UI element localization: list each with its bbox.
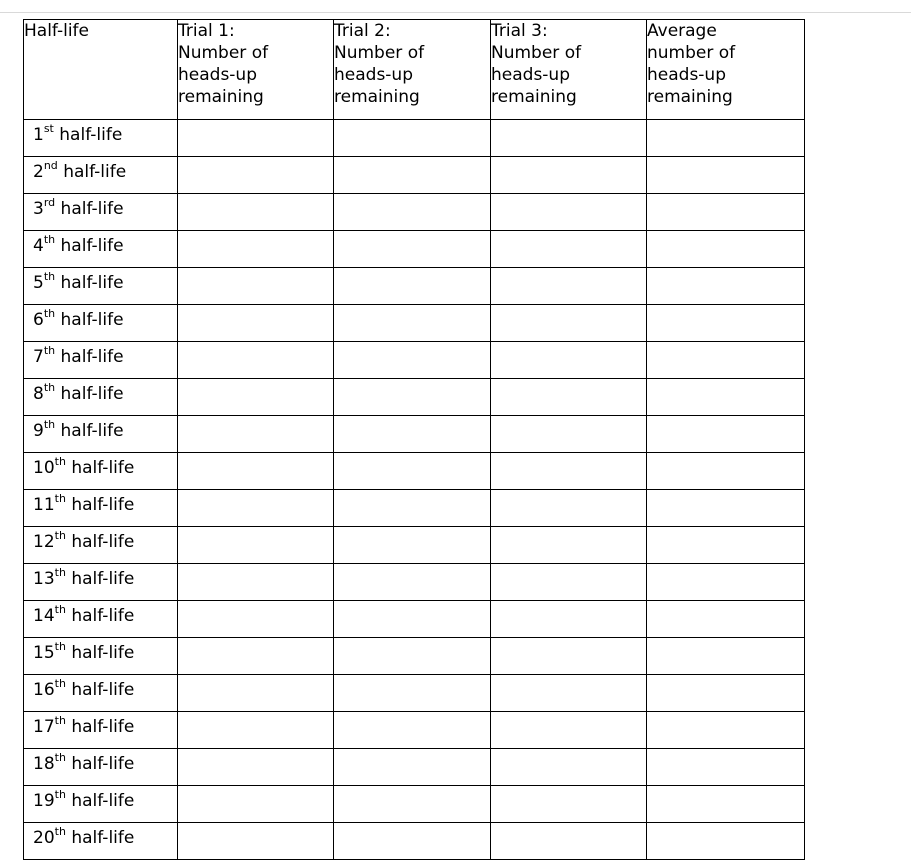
ordinal-number: 11 (33, 495, 55, 515)
trial-3-cell[interactable] (491, 453, 647, 490)
ordinal-suffix: th (54, 677, 66, 691)
average-cell[interactable] (647, 305, 805, 342)
trial-3-cell[interactable] (491, 712, 647, 749)
header-text-line: Trial 2: (334, 21, 391, 41)
ordinal-suffix: th (43, 344, 56, 358)
average-cell[interactable] (647, 342, 805, 379)
header-text-line: heads-up (491, 65, 570, 85)
header-text-line: number of (647, 43, 736, 63)
row-label-text: half-life (55, 347, 124, 367)
trial-2-cell[interactable] (334, 453, 491, 490)
ordinal-suffix: th (43, 418, 56, 432)
ordinal-suffix: th (43, 381, 56, 395)
header-text-line: heads-up (334, 65, 413, 85)
trial-1-cell[interactable] (178, 231, 334, 268)
ordinal-number: 2 (33, 162, 44, 182)
header-text-line: Number of (334, 43, 425, 63)
ordinal-number: 13 (33, 569, 55, 589)
trial-1-cell[interactable] (178, 749, 334, 786)
average-cell[interactable] (647, 231, 805, 268)
table-row (24, 120, 805, 157)
row-label-half-life (24, 453, 178, 490)
trial-2-cell[interactable] (334, 712, 491, 749)
trial-3-cell[interactable] (491, 638, 647, 675)
table-row (24, 342, 805, 379)
table-body (24, 120, 805, 860)
trial-1-cell[interactable] (178, 675, 334, 712)
header-trial-2 (334, 20, 491, 120)
row-label-half-life (24, 379, 178, 416)
trial-2-cell[interactable] (334, 638, 491, 675)
row-label-text: half-life (55, 384, 124, 404)
header-text-line: Number of (178, 43, 269, 63)
trial-3-cell[interactable] (491, 490, 647, 527)
row-label-half-life (24, 601, 178, 638)
row-label-text: half-life (55, 236, 124, 256)
ordinal-suffix: rd (43, 196, 56, 210)
average-cell[interactable] (647, 712, 805, 749)
table-row (24, 416, 805, 453)
trial-2-cell[interactable] (334, 379, 491, 416)
average-cell[interactable] (647, 490, 805, 527)
average-cell[interactable] (647, 379, 805, 416)
trial-3-cell[interactable] (491, 786, 647, 823)
trial-1-cell[interactable] (178, 120, 334, 157)
trial-1-cell[interactable] (178, 453, 334, 490)
ordinal-suffix: th (54, 751, 66, 765)
average-cell[interactable] (647, 675, 805, 712)
ordinal-number: 1 (33, 125, 44, 145)
trial-1-cell[interactable] (178, 490, 334, 527)
header-trial-3 (491, 20, 647, 120)
trial-2-cell[interactable] (334, 749, 491, 786)
row-label-half-life (24, 416, 178, 453)
average-cell[interactable] (647, 453, 805, 490)
average-cell[interactable] (647, 786, 805, 823)
ordinal-suffix: th (54, 566, 66, 580)
header-text-line: remaining (647, 87, 733, 107)
header-trial-1 (178, 20, 334, 120)
trial-3-cell[interactable] (491, 527, 647, 564)
header-half-life (24, 20, 178, 120)
trial-3-cell[interactable] (491, 823, 647, 860)
trial-1-cell[interactable] (178, 194, 334, 231)
table-row (24, 564, 805, 601)
trial-2-cell[interactable] (334, 490, 491, 527)
row-label-half-life (24, 490, 178, 527)
row-label-text: half-life (55, 273, 124, 293)
ordinal-suffix: th (54, 640, 66, 654)
trial-1-cell[interactable] (178, 786, 334, 823)
trial-2-cell[interactable] (334, 823, 491, 860)
average-cell[interactable] (647, 601, 805, 638)
row-label-half-life (24, 527, 178, 564)
trial-3-cell[interactable] (491, 157, 647, 194)
trial-1-cell[interactable] (178, 712, 334, 749)
table-row (24, 194, 805, 231)
trial-2-cell[interactable] (334, 268, 491, 305)
ordinal-number: 9 (33, 421, 44, 441)
row-label-half-life (24, 749, 178, 786)
trial-1-cell[interactable] (178, 527, 334, 564)
header-text-line: remaining (491, 87, 577, 107)
trial-2-cell[interactable] (334, 194, 491, 231)
row-label-text: half-life (65, 754, 135, 774)
trial-1-cell[interactable] (178, 564, 334, 601)
ordinal-number: 12 (33, 532, 55, 552)
ordinal-suffix: th (54, 529, 66, 543)
header-text-line: remaining (178, 87, 264, 107)
average-cell[interactable] (647, 527, 805, 564)
trial-3-cell[interactable] (491, 564, 647, 601)
ordinal-number: 3 (33, 199, 44, 219)
average-cell[interactable] (647, 194, 805, 231)
trial-2-cell[interactable] (334, 342, 491, 379)
ordinal-number: 14 (33, 606, 55, 626)
table-row (24, 490, 805, 527)
table-row (24, 379, 805, 416)
trial-3-cell[interactable] (491, 749, 647, 786)
table-row (24, 453, 805, 490)
row-label-text: half-life (65, 569, 135, 589)
row-label-text: half-life (55, 310, 124, 330)
row-label-half-life (24, 194, 178, 231)
ordinal-number: 10 (33, 458, 55, 478)
ordinal-suffix: th (54, 492, 66, 506)
trial-1-cell[interactable] (178, 823, 334, 860)
trial-3-cell[interactable] (491, 342, 647, 379)
header-text-line: heads-up (178, 65, 257, 85)
ordinal-number: 4 (33, 236, 44, 256)
average-cell[interactable] (647, 638, 805, 675)
row-label-half-life (24, 786, 178, 823)
row-label-half-life (24, 712, 178, 749)
trial-2-cell[interactable] (334, 675, 491, 712)
trial-2-cell[interactable] (334, 231, 491, 268)
table-header-row (24, 20, 805, 120)
table-row (24, 712, 805, 749)
trial-3-cell[interactable] (491, 268, 647, 305)
trial-3-cell[interactable] (491, 601, 647, 638)
trial-2-cell[interactable] (334, 416, 491, 453)
row-label-half-life (24, 564, 178, 601)
table-row (24, 823, 805, 860)
row-label-half-life (24, 120, 178, 157)
trial-3-cell[interactable] (491, 379, 647, 416)
table-row (24, 157, 805, 194)
ordinal-number: 6 (33, 310, 44, 330)
row-label-text: half-life (65, 495, 135, 515)
ordinal-number: 19 (33, 791, 55, 811)
trial-1-cell[interactable] (178, 268, 334, 305)
ordinal-suffix: nd (43, 159, 58, 173)
row-label-text: half-life (55, 199, 124, 219)
trial-1-cell[interactable] (178, 342, 334, 379)
average-cell[interactable] (647, 749, 805, 786)
row-label-text: half-life (55, 421, 124, 441)
row-label-text: half-life (65, 791, 135, 811)
trial-2-cell[interactable] (334, 157, 491, 194)
row-label-text: half-life (65, 680, 135, 700)
row-label-text: half-life (53, 125, 123, 145)
row-label-half-life (24, 823, 178, 860)
row-label-text: half-life (65, 828, 135, 848)
average-cell[interactable] (647, 268, 805, 305)
table-row (24, 675, 805, 712)
ordinal-number: 5 (33, 273, 44, 293)
header-text-line: Trial 3: (491, 21, 548, 41)
ordinal-number: 16 (33, 680, 55, 700)
average-cell[interactable] (647, 416, 805, 453)
trial-2-cell[interactable] (334, 786, 491, 823)
header-text-line: remaining (334, 87, 420, 107)
row-label-text: half-life (65, 643, 135, 663)
trial-1-cell[interactable] (178, 157, 334, 194)
header-text-line: Half-life (24, 21, 90, 41)
row-label-half-life (24, 157, 178, 194)
row-label-text: half-life (57, 162, 127, 182)
trial-1-cell[interactable] (178, 305, 334, 342)
average-cell[interactable] (647, 120, 805, 157)
row-label-half-life (24, 268, 178, 305)
ordinal-number: 17 (33, 717, 55, 737)
row-label-text: half-life (65, 717, 135, 737)
row-label-half-life (24, 305, 178, 342)
trial-1-cell[interactable] (178, 416, 334, 453)
table-row (24, 749, 805, 786)
row-label-half-life (24, 675, 178, 712)
trial-2-cell[interactable] (334, 564, 491, 601)
trial-3-cell[interactable] (491, 120, 647, 157)
halflife-data-table (23, 19, 805, 860)
header-text-line: Trial 1: (178, 21, 235, 41)
ordinal-suffix: st (43, 122, 54, 136)
header-average (647, 20, 805, 120)
trial-1-cell[interactable] (178, 638, 334, 675)
ordinal-suffix: th (54, 603, 66, 617)
ordinal-suffix: th (43, 307, 56, 321)
trial-2-cell[interactable] (334, 120, 491, 157)
ordinal-number: 15 (33, 643, 55, 663)
average-cell[interactable] (647, 157, 805, 194)
trial-3-cell[interactable] (491, 305, 647, 342)
trial-3-cell[interactable] (491, 675, 647, 712)
row-label-half-life (24, 342, 178, 379)
table-row (24, 786, 805, 823)
ordinal-number: 18 (33, 754, 55, 774)
trial-1-cell[interactable] (178, 601, 334, 638)
trial-1-cell[interactable] (178, 379, 334, 416)
header-text-line: heads-up (647, 65, 726, 85)
table-row (24, 305, 805, 342)
table-row (24, 268, 805, 305)
trial-3-cell[interactable] (491, 416, 647, 453)
row-label-half-life (24, 638, 178, 675)
ordinal-suffix: th (43, 270, 56, 284)
page-top-rule (0, 12, 911, 13)
ordinal-suffix: th (54, 825, 66, 839)
ordinal-suffix: th (43, 233, 56, 247)
trial-2-cell[interactable] (334, 305, 491, 342)
ordinal-suffix: th (54, 788, 66, 802)
ordinal-number: 7 (33, 347, 44, 367)
ordinal-number: 8 (33, 384, 44, 404)
header-text-line: Average (647, 21, 717, 41)
table-row (24, 527, 805, 564)
trial-3-cell[interactable] (491, 231, 647, 268)
average-cell[interactable] (647, 823, 805, 860)
table-row (24, 601, 805, 638)
table-row (24, 231, 805, 268)
header-text-line: Number of (491, 43, 582, 63)
average-cell[interactable] (647, 564, 805, 601)
trial-3-cell[interactable] (491, 194, 647, 231)
row-label-text: half-life (65, 532, 135, 552)
ordinal-number: 20 (33, 828, 55, 848)
trial-2-cell[interactable] (334, 527, 491, 564)
ordinal-suffix: th (54, 714, 66, 728)
row-label-half-life (24, 231, 178, 268)
row-label-text: half-life (65, 606, 135, 626)
ordinal-suffix: th (54, 455, 66, 469)
row-label-text: half-life (65, 458, 135, 478)
table-row (24, 638, 805, 675)
trial-2-cell[interactable] (334, 601, 491, 638)
